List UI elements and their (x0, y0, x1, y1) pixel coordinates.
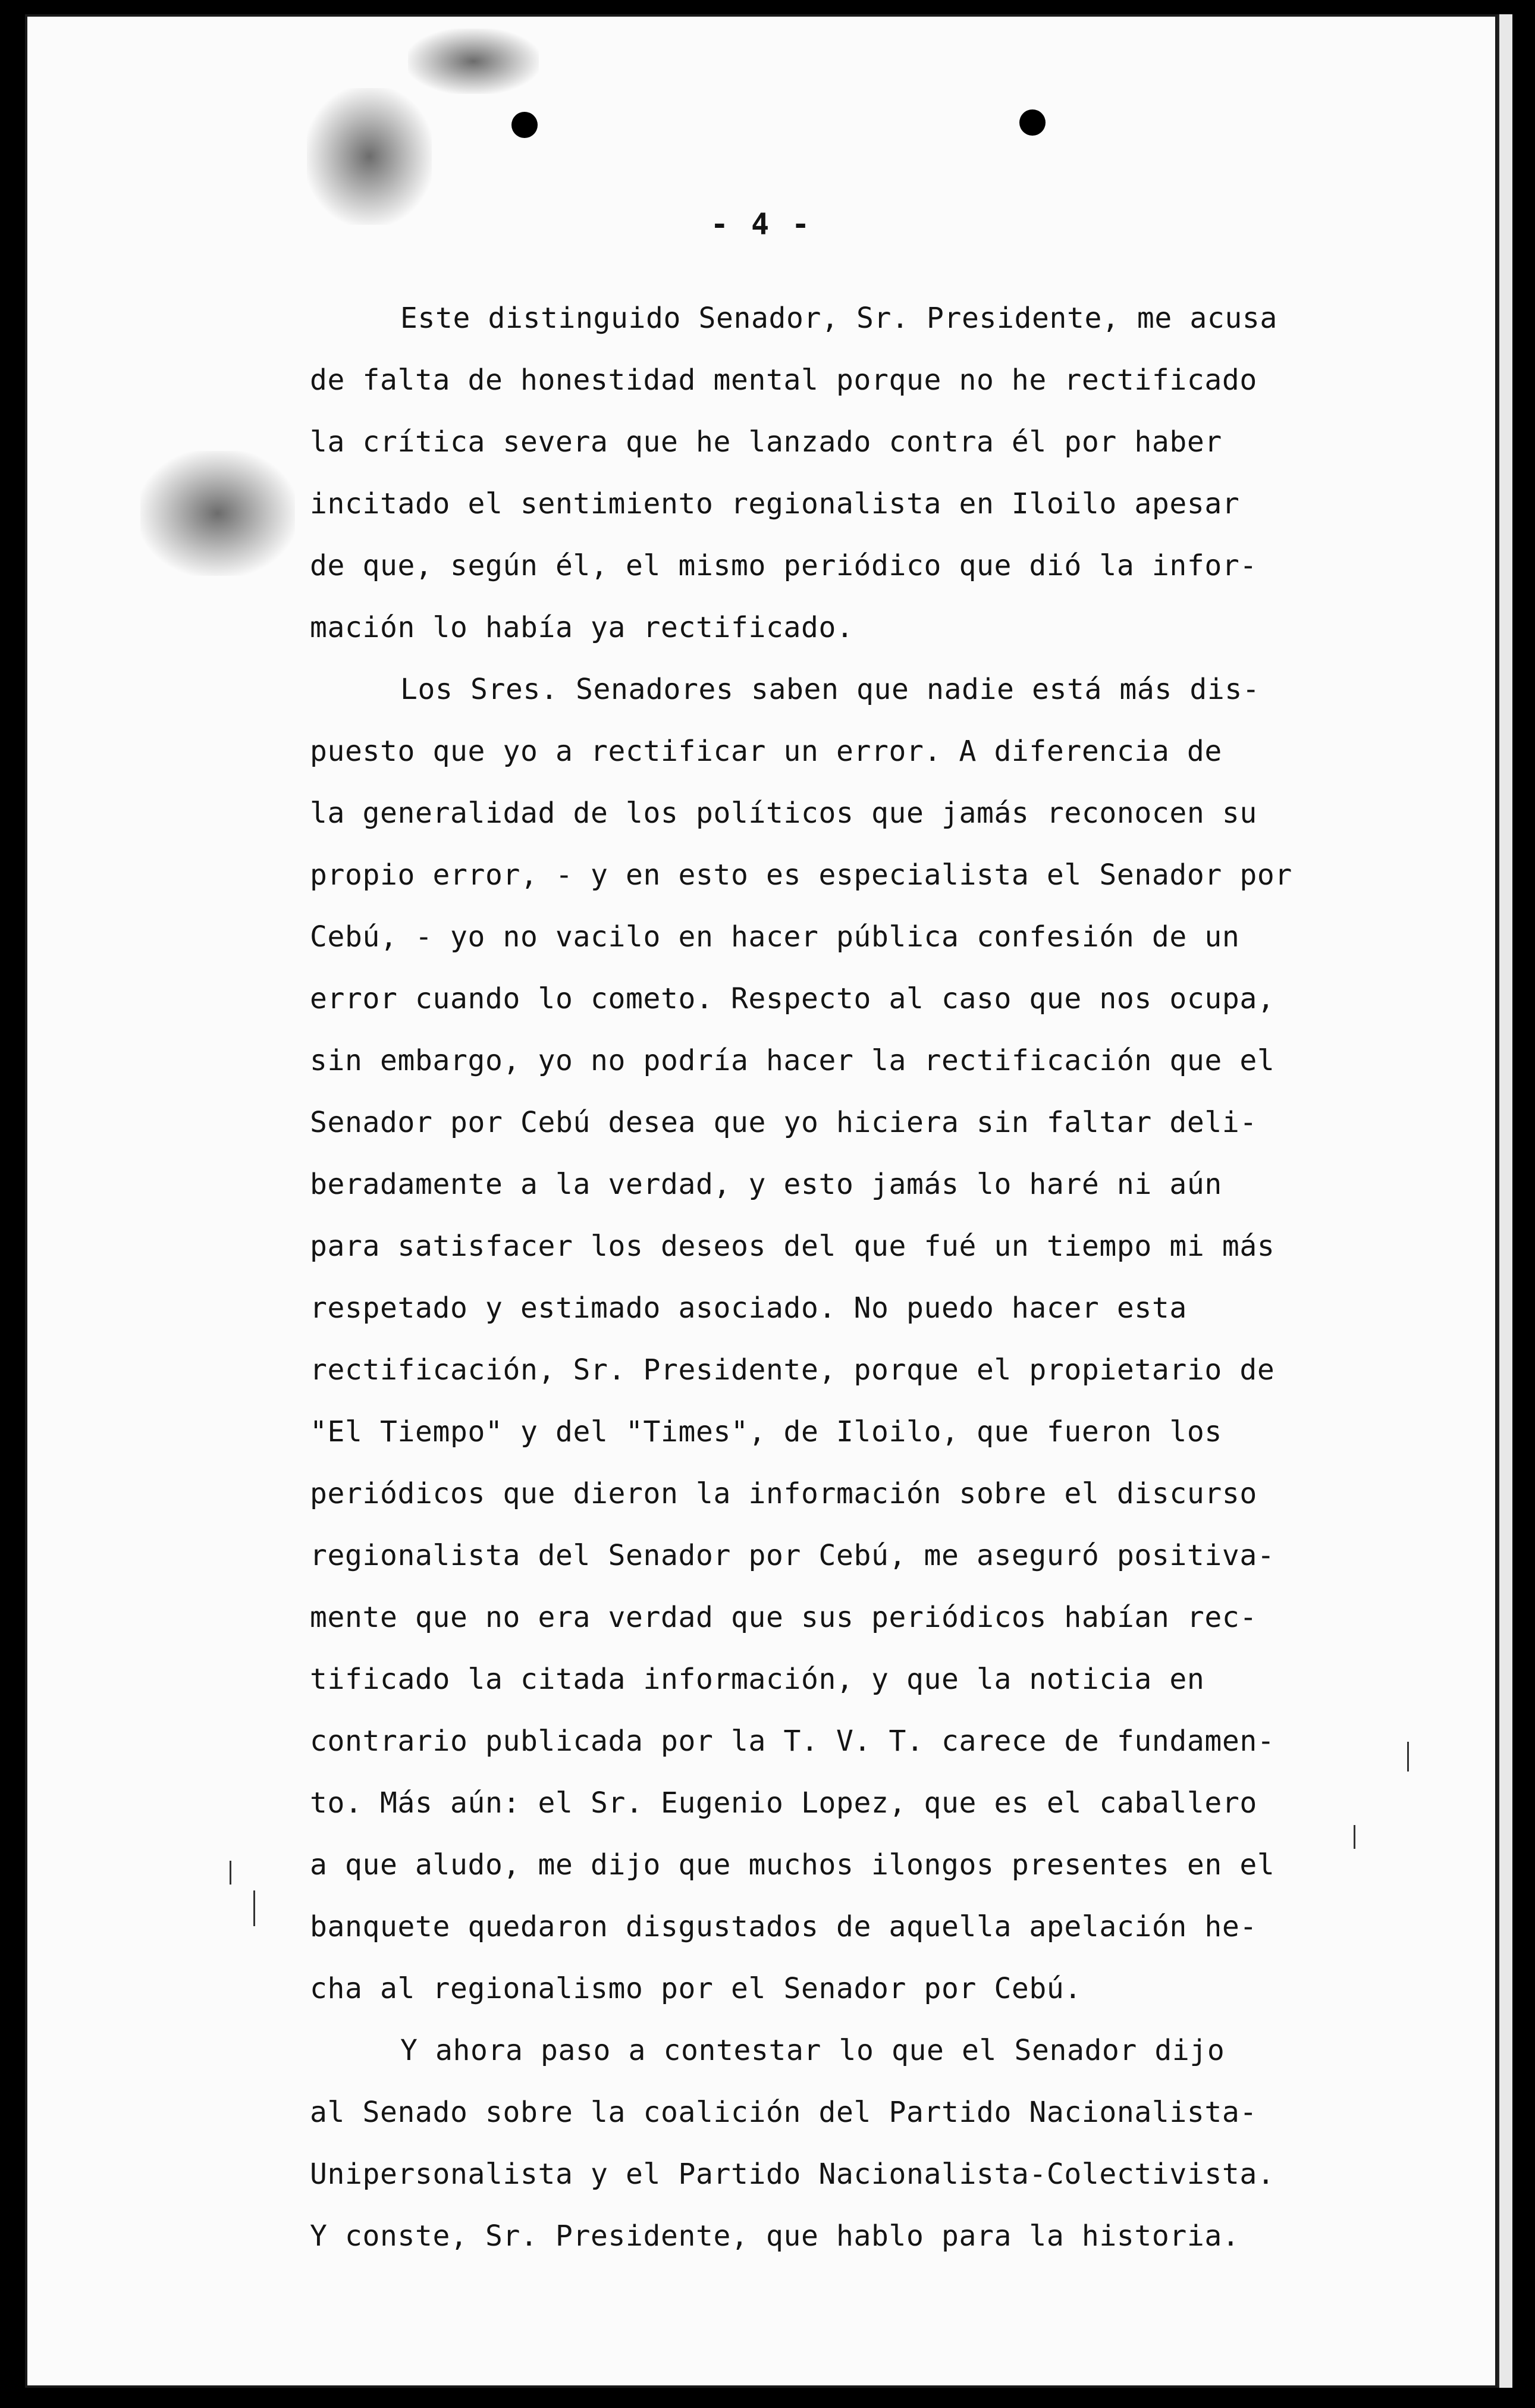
text-line: error cuando lo cometo. Respecto al caso que nos ocupa, (310, 982, 1275, 1015)
text-line: mente que no era verdad que sus periódicos habían rec- (310, 1601, 1257, 1634)
text-line: puesto que yo a rectificar un error. A diferencia de (310, 735, 1222, 768)
text-line: beradamente a la verdad, y esto jamás lo haré ni aún (310, 1168, 1222, 1201)
text-line: a que aludo, me dijo que muchos ilongos presentes en el (310, 1848, 1275, 1882)
text-line: tificado la citada información, y que la noticia en (310, 1663, 1205, 1696)
page-number: - 4 - (710, 207, 812, 242)
text-line: Cebú, - yo no vacilo en hacer pública confesión de un (310, 920, 1240, 954)
corner-smudge-mark (307, 88, 432, 225)
punch-hole-right (1019, 109, 1046, 136)
text-line: Y conste, Sr. Presidente, que hablo para la historia. (310, 2219, 1240, 2253)
margin-mark (230, 1861, 231, 1885)
text-line: sin embargo, yo no podría hacer la rectificación que el (310, 1044, 1275, 1077)
page-edge (1498, 14, 1512, 2388)
body-text (310, 287, 1380, 2267)
text-line: rectificación, Sr. Presidente, porque el propietario de (310, 1353, 1275, 1387)
margin-mark (253, 1890, 255, 1926)
text-line: banquete quedaron disgustados de aquella apelación he- (310, 1910, 1257, 1943)
text-line: la generalidad de los políticos que jamás reconocen su (310, 797, 1257, 830)
text-line: de falta de honestidad mental porque no he rectificado (310, 363, 1257, 397)
text-line: cha al regionalismo por el Senador por Cebú. (310, 1972, 1082, 2005)
text-line: "El Tiempo" y del "Times", de Iloilo, que fueron los (310, 1415, 1222, 1448)
text-line: Unipersonalista y el Partido Nacionalista-Colectivista. (310, 2158, 1275, 2191)
text-line: propio error, - y en esto es especialista el Senador por (310, 858, 1292, 892)
text-line: mación lo había ya rectificado. (310, 611, 854, 644)
text-line: to. Más aún: el Sr. Eugenio Lopez, que es el caballero (310, 1786, 1257, 1820)
top-smudge-mark (408, 29, 539, 94)
text-line: periódicos que dieron la información sobre el discurso (310, 1477, 1257, 1510)
margin-mark (1407, 1742, 1409, 1771)
text-line: contrario publicada por la T. V. T. carece de fundamen- (310, 1725, 1275, 1758)
text-line: Este distinguido Senador, Sr. Presidente, me acusa (400, 302, 1277, 335)
text-line: Senador por Cebú desea que yo hiciera sin faltar deli- (310, 1106, 1257, 1139)
text-line: regionalista del Senador por Cebú, me aseguró positiva- (310, 1539, 1275, 1572)
text-line: incitado el sentimiento regionalista en Iloilo apesar (310, 487, 1240, 521)
text-line: Los Sres. Senadores saben que nadie está más dis- (400, 673, 1260, 706)
punch-hole-left (511, 112, 538, 138)
text-line: de que, según él, el mismo periódico que dió la infor- (310, 549, 1257, 582)
text-line: al Senado sobre la coalición del Partido Nacionalista- (310, 2096, 1257, 2129)
document-page (25, 14, 1498, 2388)
text-line: Y ahora paso a contestar lo que el Senador dijo (400, 2034, 1225, 2067)
text-line: la crítica severa que he lanzado contra él por haber (310, 425, 1222, 459)
text-line: para satisfacer los deseos del que fué un tiempo mi más (310, 1230, 1275, 1263)
margin-smudge-mark (140, 451, 295, 576)
text-line: respetado y estimado asociado. No puedo hacer esta (310, 1291, 1187, 1325)
margin-mark (1354, 1825, 1355, 1849)
